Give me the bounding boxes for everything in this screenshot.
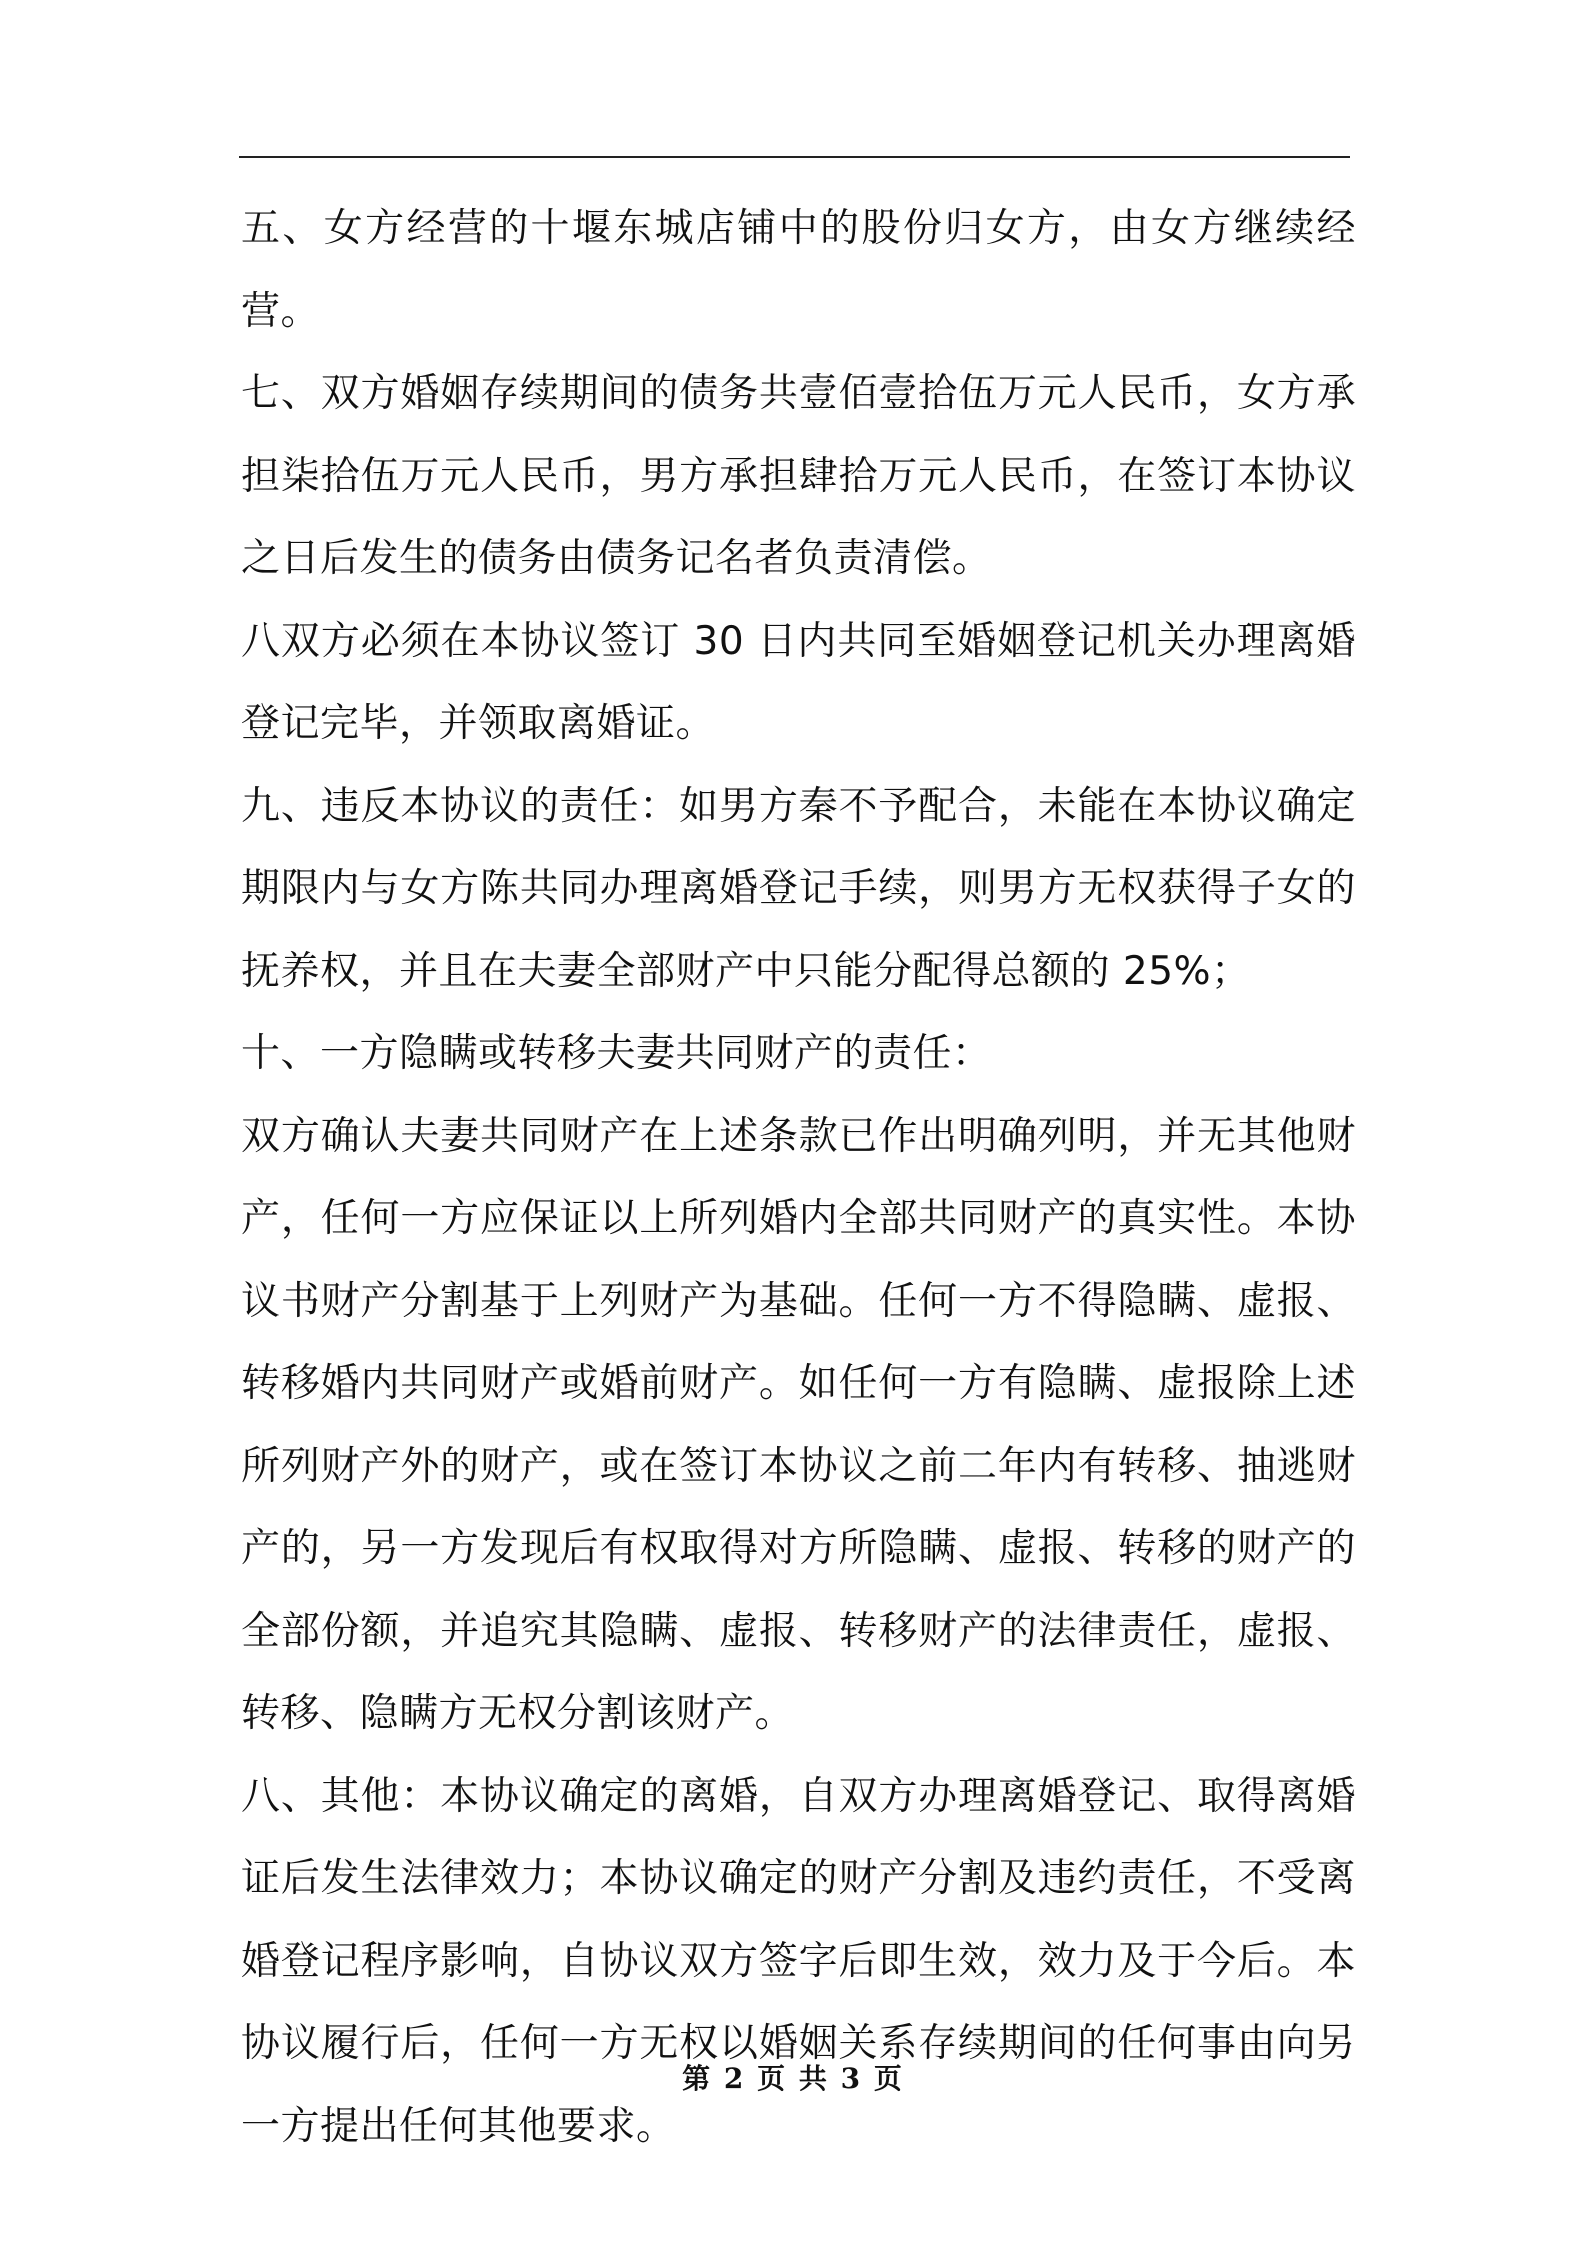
header-rule xyxy=(239,156,1350,158)
paragraph-clause-5: 五、女方经营的十堰东城店铺中的股份归女方，由女方继续经营。 xyxy=(241,206,1356,334)
paragraph-clause-8-registration: 八双方必须在本协议签订 30 日内共同至婚姻登记机关办理离婚登记完毕，并领取离婚证。 xyxy=(241,618,1356,746)
paragraph-clause-9-liability: 九、违反本协议的责任：如男方秦不予配合，未能在本协议确定期限内与女方陈共同办理离婚登记手续，则男方无权获得子女的抚养权，并且在夫妻全部财产中只能分配得总额的 25%； xyxy=(241,783,1356,994)
paragraph-clause-10-heading: 十、一方隐瞒或转移夫妻共同财产的责任： xyxy=(241,1031,992,1076)
paragraph-clause-7-debts: 七、双方婚姻存续期间的债务共壹佰壹拾伍万元人民币，女方承担柒拾伍万元人民币，男方承担肆拾万元人民币，在签订本协议之日后发生的债务由债务记名者负责清偿。 xyxy=(241,371,1356,581)
document-body xyxy=(241,188,1356,2168)
paragraph-clause-10-body: 双方确认夫妻共同财产在上述条款已作出明确列明，并无其他财产，任何一方应保证以上所列婚内全部共同财产的真实性。本协议书财产分割基于上列财产为基础。任何一方不得隐瞒、虚报、转移婚内共同财产或婚前财产。如任何一方有隐瞒、虚报除上述所列财产外的财产，或在签订本协议之前二年内有转移、抽逃财产的，另一方发现后有权取得对方所隐瞒、虚报、转移的财产的全部份额，并追究其隐瞒、虚报、转移财产的法律责任，虚报、转移、隐瞒方无权分割该财产。 xyxy=(241,1113,1356,1736)
paragraph-clause-other: 八、其他：本协议确定的离婚，自双方办理离婚登记、取得离婚证后发生法律效力；本协议确定的财产分割及违约责任，不受离婚登记程序影响，自协议双方签字后即生效，效力及于今后。本协议履行后，任何一方无权以婚姻关系存续期间的任何事由向另一方提出任何其他要求。 xyxy=(241,1773,1356,2149)
page-number-footer: 第 2 页 共 3 页 xyxy=(682,2062,904,2095)
